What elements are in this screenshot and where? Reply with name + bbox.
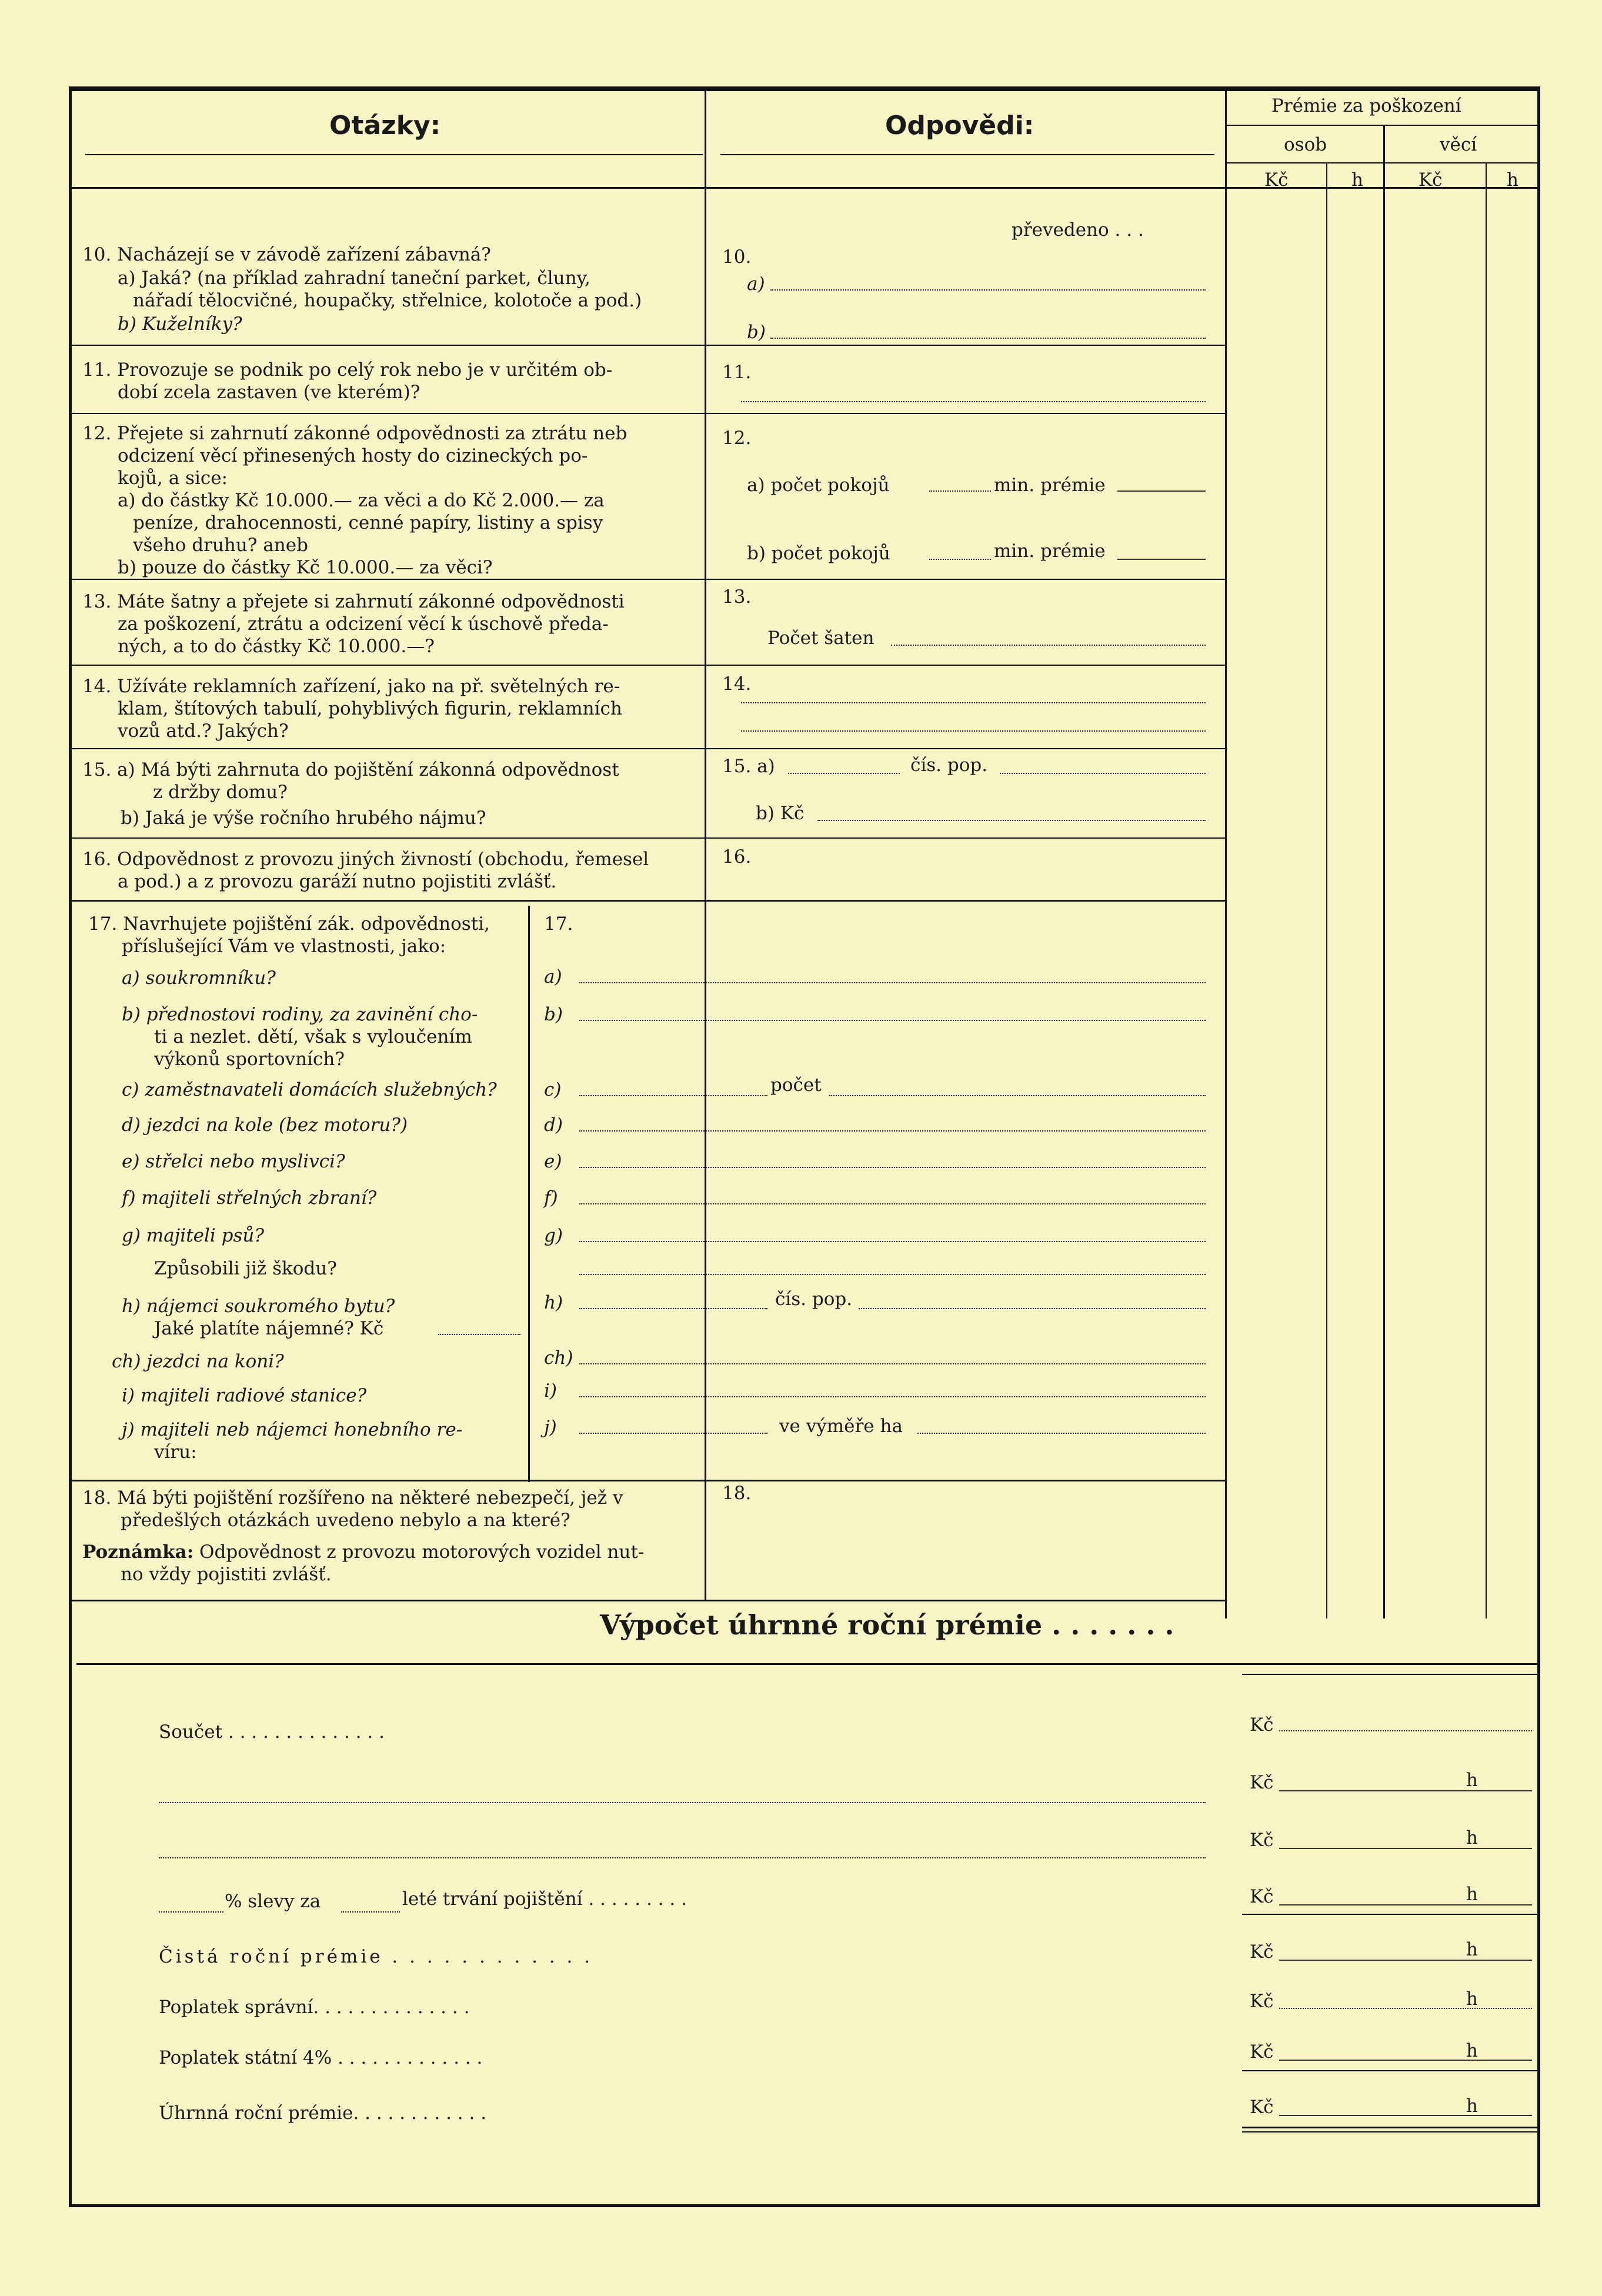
q17-b-line3: výkonů sportovních? [154, 1049, 345, 1070]
a17-j-vymera-field[interactable] [917, 1433, 1206, 1434]
discount-pct-label: % slevy za [225, 1891, 321, 1912]
q17-h-rent-field[interactable] [438, 1334, 520, 1335]
q13-line3: ných, a to do částky Kč 10.000.—? [118, 636, 435, 657]
discount-term-field[interactable] [341, 1911, 400, 1913]
a14-field-1[interactable] [741, 702, 1206, 703]
net-kc-field[interactable] [1279, 1960, 1532, 1961]
a11-label: 11. [722, 362, 752, 383]
kc-persons: Kč [1264, 169, 1289, 191]
answers-header: Odpovědi: [885, 111, 1034, 141]
a17-b-label: b) [544, 1004, 563, 1025]
q12-line2: odcizení věcí přinesených hosty do cizineckých po- [118, 445, 588, 466]
a17-a-label: a) [544, 966, 562, 987]
a12-b-label: b) počet pokojů [747, 543, 890, 564]
a12-sep [706, 579, 1226, 580]
a14-sep [706, 748, 1226, 749]
a17-f-field[interactable] [579, 1203, 1206, 1204]
sum-label: Součet . . . . . . . . . . . . . . [159, 1721, 385, 1743]
a17-c-field[interactable] [579, 1095, 767, 1096]
h-persons: h [1351, 169, 1363, 191]
premium-header: Prémie za poškození [1271, 95, 1461, 116]
q17-g: g) majiteli psů? [122, 1225, 265, 1246]
header-underline-right [720, 154, 1214, 155]
q16-line2: a pod.) a z provozu garáží nutno pojistiti zvlášť. [118, 871, 557, 892]
a17-ch-field[interactable] [579, 1363, 1206, 1364]
note-text-1 [82, 1541, 644, 1563]
a15-b-field[interactable] [817, 820, 1206, 821]
a13-a-label: Počet šaten [767, 628, 875, 649]
a17-g-field[interactable] [579, 1241, 1206, 1242]
q17-b-line2: ti a nezlet. dětí, však s vyloučením [154, 1026, 472, 1047]
a14-label: 14. [722, 673, 752, 695]
admin-fee-kc: Kč [1250, 1991, 1274, 2012]
a15-sep [706, 837, 1226, 839]
q14-sep [69, 748, 706, 749]
things-header: věcí [1440, 134, 1477, 155]
a15-cis-pop: čís. pop. [910, 755, 988, 776]
discount-kc-field[interactable] [1279, 1904, 1532, 1905]
q15-line1: 15. a) Má býti zahrnuta do pojištění zákonná odpovědnost [82, 759, 619, 780]
net-h: h [1466, 1939, 1478, 1960]
q17-a: a) soukromníku? [122, 967, 276, 989]
total-h: h [1466, 2095, 1478, 2117]
col-divider-answers [1225, 89, 1227, 1618]
a10-b-field[interactable] [770, 338, 1206, 339]
col-divider-persons-things [1383, 125, 1385, 1618]
state-fee-sep [1242, 2070, 1540, 2071]
q17-d: d) jezdci na kole (bez motoru?) [122, 1114, 408, 1136]
a17-i-field[interactable] [579, 1396, 1206, 1397]
a10-sep [706, 345, 1226, 346]
header-bottom-line [69, 187, 1540, 189]
q15-line3: b) Jaká je výše ročního hrubého nájmu? [121, 807, 486, 829]
discount-h: h [1466, 1884, 1478, 1905]
q17-ch: ch) jezdci na koni? [112, 1351, 284, 1372]
discount-pct-field[interactable] [159, 1911, 223, 1913]
net-kc: Kč [1250, 1941, 1274, 1963]
q11-sep [69, 413, 706, 414]
a15-a-field[interactable] [788, 773, 900, 774]
q17-j-line1: j) majiteli neb nájemci honebního re- [122, 1419, 463, 1440]
a12-b-minp: min. prémie [994, 540, 1106, 562]
q14-line3: vozů atd.? Jakých? [118, 720, 289, 742]
q17-sep [69, 1480, 1226, 1481]
q16-sep [69, 900, 1226, 902]
header-underline-left [85, 154, 703, 155]
total-sep [1242, 2127, 1540, 2128]
q10-sep [69, 345, 706, 346]
note-line2: no vždy pojistiti zvlášť. [121, 1564, 332, 1585]
a17-c-pocet-field[interactable] [829, 1095, 1206, 1096]
total-kc-field[interactable] [1279, 2115, 1532, 2116]
a17-b-field[interactable] [579, 1020, 1206, 1021]
q13-sep [69, 665, 706, 666]
a15-cis-field[interactable] [1000, 773, 1206, 774]
kc-col-top-line [1242, 1674, 1540, 1675]
a16-label: 16. [722, 846, 752, 867]
q15-sep [69, 837, 706, 839]
state-fee-field[interactable] [1279, 2060, 1532, 2061]
a12-b-rooms-field[interactable] [929, 559, 991, 560]
q17-f: f) majiteli střelných zbraní? [122, 1187, 377, 1209]
a17-ch-label: ch) [544, 1347, 573, 1369]
a12-a-label: a) počet pokojů [747, 475, 890, 496]
a17-h-cispop: čís. pop. [775, 1289, 853, 1310]
q10-line3: nářadí tělocvičné, houpačky, střelnice, kolotoče a pod.) [133, 290, 642, 311]
a17-g2-field[interactable] [579, 1274, 1206, 1275]
a17-f-label: f) [544, 1187, 558, 1209]
net-premium-label: Čistá roční prémie . . . . . . . . . . . . [159, 1946, 593, 1967]
line3-h: h [1466, 1827, 1478, 1848]
q13-line1: 13. Máte šatny a přejete si zahrnutí zákonné odpovědnosti [82, 591, 625, 612]
line3-kc-field[interactable] [1279, 1848, 1532, 1849]
q17-line2: příslušející Vám ve vlastnosti, jako: [122, 936, 446, 957]
persons-header: osob [1284, 134, 1327, 155]
a17-label: 17. [544, 913, 573, 935]
col-divider-main [705, 89, 706, 1480]
q17-g2: Způsobili již škodu? [154, 1258, 337, 1279]
a11-sep [706, 413, 1226, 414]
a12-a-minp-field[interactable] [1117, 490, 1206, 492]
q17-line1: 17. Navrhujete pojištění zák. odpovědnosti, [88, 913, 490, 935]
q17-h-line2: Jaké platíte nájemné? Kč [154, 1318, 384, 1339]
kc-things: Kč [1419, 169, 1443, 191]
q12-line7: b) pouze do částky Kč 10.000.— za věci? [118, 557, 493, 578]
q12-line6: všeho druhu? aneb [133, 535, 308, 556]
q17-c: c) zaměstnavateli domácích služebných? [122, 1079, 497, 1100]
q14-line1: 14. Užíváte reklamních zařízení, jako na př. světelných re- [82, 676, 620, 697]
q18-line1: 18. Má býti pojištění rozšířeno na některé nebezpečí, jež v [82, 1487, 623, 1509]
a17-d-field[interactable] [579, 1130, 1206, 1132]
q16-line1: 16. Odpovědnost z provozu jiných živností (obchodu, řemesel [82, 849, 649, 870]
q12-line4: a) do částky Kč 10.000.— za věci a do Kč 2.000.— za [118, 490, 605, 511]
state-fee-label: Poplatek státní 4% . . . . . . . . . . . . . [159, 2047, 483, 2068]
a15-label: 15. a) [722, 756, 775, 777]
calc-title: Výpočet úhrnné roční prémie . . . . . . . [600, 1609, 1174, 1641]
a14-field-2[interactable] [741, 730, 1206, 732]
col-kc-h-things [1486, 162, 1487, 1618]
a17-i-label: i) [544, 1380, 558, 1401]
q10-line4: b) Kuželníky? [118, 313, 242, 335]
line3-kc: Kč [1250, 1830, 1274, 1851]
a12-b-minp-field[interactable] [1117, 559, 1206, 560]
col-left-inner-q17 [528, 906, 530, 1482]
discount-sep [1242, 1914, 1540, 1915]
admin-fee-h: h [1466, 1988, 1478, 2010]
a13-field[interactable] [891, 645, 1206, 646]
col-divider-q18 [705, 1480, 706, 1600]
line2-kc: Kč [1250, 1772, 1274, 1793]
q11-line1: 11. Provozuje se podnik po celý rok nebo je v určitém ob- [82, 359, 613, 381]
a10-a-field[interactable] [770, 289, 1206, 291]
a10-a-label: a) [747, 273, 765, 295]
a17-h-field[interactable] [579, 1308, 767, 1309]
q12-line1: 12. Přejete si zahrnutí zákonné odpovědnosti za ztrátu neb [82, 423, 628, 444]
line2-h: h [1466, 1770, 1478, 1791]
a17-a-field[interactable] [579, 982, 1206, 983]
sum-kc-field[interactable] [1279, 1730, 1532, 1731]
state-fee-kc: Kč [1250, 2041, 1274, 2063]
a10-label: 10. [722, 246, 752, 268]
q17-e: e) střelci nebo myslivci? [122, 1151, 345, 1172]
a13-sep [706, 665, 1226, 666]
q12-line5: peníze, drahocennosti, cenné papíry, listiny a spisy [133, 512, 603, 533]
note-line1: Odpovědnost z provozu motorových vozidel nut- [193, 1541, 645, 1563]
q15-line2: z držby domu? [153, 782, 288, 803]
q13-line2: za poškození, ztrátu a odcizení věcí k úschově předa- [118, 613, 609, 635]
a17-e-field[interactable] [579, 1167, 1206, 1168]
total-kc: Kč [1250, 2097, 1274, 2118]
sum-kc: Kč [1250, 1714, 1274, 1736]
admin-fee-label: Poplatek správní. . . . . . . . . . . . . . [159, 1997, 470, 2018]
a10-b-label: b) [747, 322, 766, 343]
q17-b-line1: b) přednostovi rodiny, za zavinění cho- [122, 1004, 478, 1025]
q11-line2: dobí zcela zastaven (ve kterém)? [118, 382, 420, 403]
q18-line2: předešlých otázkách uvedeno nebylo a na které? [121, 1510, 570, 1531]
a13-label: 13. [722, 586, 752, 608]
calc-line2-field[interactable] [159, 1802, 1206, 1803]
a12-label: 12. [722, 428, 752, 449]
a17-j-vymera: ve výměře ha [779, 1416, 903, 1437]
a11-field[interactable] [741, 401, 1206, 402]
a17-e-label: e) [544, 1151, 562, 1172]
carried-over-label: převedeno . . . [1012, 219, 1144, 241]
discount-term-label: leté trvání pojištění . . . . . . . . . [402, 1888, 687, 1910]
q17-i: i) majiteli radiové stanice? [122, 1385, 367, 1406]
line2-kc-field[interactable] [1279, 1790, 1532, 1791]
total-sep-2 [1242, 2131, 1540, 2133]
q12-line3: kojů, a sice: [118, 468, 228, 489]
q17-j-line2: víru: [154, 1441, 197, 1463]
a17-h-label: h) [544, 1292, 563, 1313]
q10-line2: a) Jaká? (na příklad zahradní taneční parket, čluny, [118, 268, 590, 289]
a12-a-rooms-field[interactable] [929, 490, 991, 492]
header-top-line [69, 89, 1540, 91]
col-kc-h-persons [1326, 162, 1327, 1618]
note-label: Poznámka: [82, 1541, 194, 1563]
admin-fee-field[interactable] [1279, 2008, 1532, 2009]
q14-line2: klam, štítových tabulí, pohyblivých figurin, reklamních [118, 698, 622, 719]
a17-j-label: j) [544, 1417, 557, 1438]
a15-b-label: b) Kč [756, 803, 805, 824]
a12-a-minp: min. prémie [994, 475, 1106, 496]
a18-label: 18. [722, 1483, 752, 1504]
a17-h-cispop-field[interactable] [859, 1308, 1206, 1309]
discount-kc: Kč [1250, 1886, 1274, 1907]
state-fee-h: h [1466, 2040, 1478, 2061]
form-frame [69, 86, 1540, 2207]
h-things: h [1507, 169, 1518, 191]
a17-j-field[interactable] [579, 1433, 767, 1434]
q12-sep [69, 579, 706, 580]
a17-c-pocet: počet [770, 1074, 822, 1096]
q18-sep [69, 1600, 1226, 1601]
q17-h-line1: h) nájemci soukromého bytu? [122, 1296, 395, 1317]
a17-d-label: d) [544, 1114, 563, 1136]
calc-top-line [76, 1663, 1540, 1665]
a17-c-label: c) [544, 1079, 562, 1100]
calc-line3-field[interactable] [159, 1857, 1206, 1858]
a17-g-label: g) [544, 1225, 563, 1246]
questions-header: Otázky: [329, 111, 441, 141]
total-premium-label: Úhrnná roční prémie. . . . . . . . . . . . [159, 2103, 487, 2124]
q10-line1: 10. Nacházejí se v závodě zařízení zábavná? [82, 244, 491, 265]
